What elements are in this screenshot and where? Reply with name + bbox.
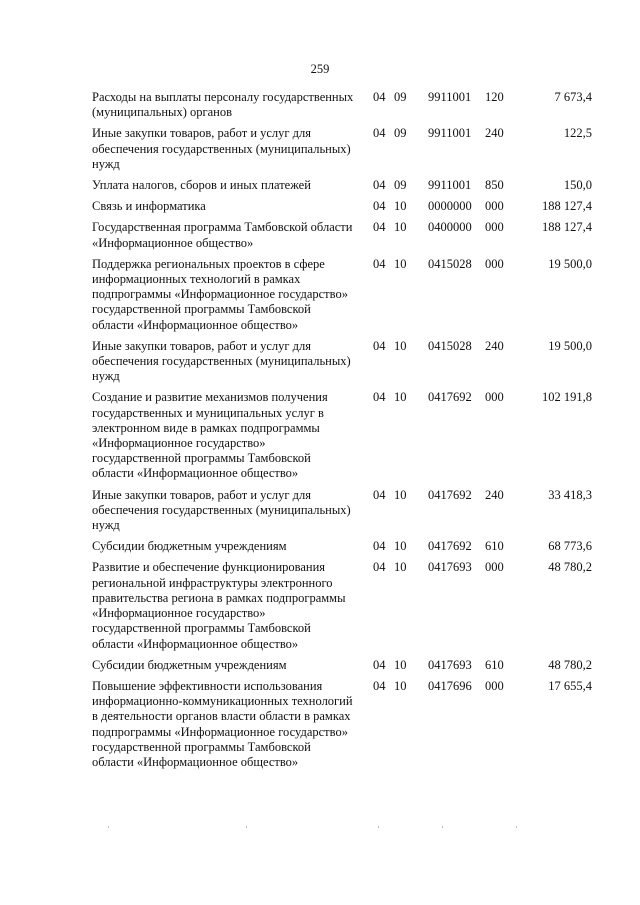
row-target-article-code: 0400000 — [428, 220, 472, 235]
row-name: Иные закупки товаров, работ и услуг для обеспечения государственных (муниципальных) нужд — [92, 338, 351, 384]
row-target-article-code: 0417693 — [428, 657, 472, 672]
row-amount: 68 773,6 — [548, 539, 592, 554]
table-row — [92, 560, 592, 651]
row-expense-type-code: 240 — [485, 487, 504, 502]
row-expense-type-code: 000 — [485, 678, 504, 693]
row-section-code: 04 — [373, 338, 386, 353]
row-subsection-code: 10 — [394, 338, 407, 353]
table-row — [92, 339, 592, 385]
row-subsection-code: 10 — [394, 657, 407, 672]
row-subsection-code: 10 — [394, 678, 407, 693]
row-target-article-code: 9911001 — [428, 126, 472, 141]
row-target-article-code: 9911001 — [428, 90, 472, 104]
row-name: Повышение эффективности использования информационно-коммуникационных технологий в деятельности органов власти области в рамках подпрограммы «Информационное государство» государственной программы Тамбовской области «Информационное общество» — [92, 678, 353, 769]
row-section-code: 04 — [373, 220, 386, 235]
row-expense-type-code: 610 — [485, 657, 504, 672]
row-expense-type-code: 240 — [485, 338, 504, 353]
row-expense-type-code: 000 — [485, 560, 504, 575]
table-row — [92, 658, 592, 673]
row-section-code: 04 — [373, 539, 386, 554]
row-section-code: 04 — [373, 487, 386, 502]
row-amount: 7 673,4 — [554, 90, 592, 104]
row-section-code: 04 — [373, 126, 386, 141]
row-section-code: 04 — [373, 90, 386, 104]
budget-table — [92, 90, 592, 776]
row-section-code: 04 — [373, 199, 386, 214]
row-target-article-code: 0417692 — [428, 487, 472, 502]
footer-tick — [442, 826, 443, 828]
row-name: Государственная программа Тамбовской области «Информационное общество» — [92, 220, 353, 250]
row-section-code: 04 — [373, 678, 386, 693]
row-expense-type-code: 850 — [485, 178, 504, 193]
row-expense-type-code: 000 — [485, 220, 504, 235]
row-amount: 188 127,4 — [542, 220, 592, 235]
row-target-article-code: 0415028 — [428, 256, 472, 271]
row-expense-type-code: 000 — [485, 390, 504, 405]
page-number: 259 — [310, 62, 330, 76]
row-target-article-code: 0417692 — [428, 539, 472, 554]
row-amount: 19 500,0 — [548, 338, 592, 353]
row-amount: 19 500,0 — [548, 256, 592, 271]
row-name: Поддержка региональных проектов в сфере информационных технологий в рамках подпрограммы «Информационное государство» государственной программы Тамбовской области «Информационное общество» — [92, 256, 348, 332]
row-subsection-code: 10 — [394, 220, 407, 235]
row-expense-type-code: 610 — [485, 539, 504, 554]
footer-tick — [246, 826, 247, 828]
row-amount: 33 418,3 — [548, 487, 592, 502]
row-name: Иные закупки товаров, работ и услуг для обеспечения государственных (муниципальных) нужд — [92, 126, 351, 171]
row-subsection-code: 10 — [394, 487, 407, 502]
row-expense-type-code: 000 — [485, 199, 504, 214]
row-section-code: 04 — [373, 256, 386, 271]
row-subsection-code: 10 — [394, 560, 407, 575]
row-subsection-code: 10 — [394, 199, 407, 214]
row-amount: 122,5 — [563, 126, 592, 141]
row-subsection-code: 10 — [394, 256, 407, 271]
row-expense-type-code: 120 — [485, 90, 504, 104]
footer-tick — [378, 826, 379, 828]
row-target-article-code: 0417692 — [428, 390, 472, 405]
table-row — [92, 488, 592, 534]
table-row — [92, 539, 592, 554]
row-target-article-code: 0000000 — [428, 199, 472, 214]
row-target-article-code: 9911001 — [428, 178, 472, 193]
row-name: Субсидии бюджетным учреждениям — [92, 539, 287, 554]
table-row — [92, 257, 592, 333]
table-row — [92, 178, 592, 193]
row-name: Развитие и обеспечение функционирования региональной инфраструктуры электронного правительства региона в рамках подпрограммы «Информационное государство» государственной программы Тамбовской области «Информационное общество» — [92, 560, 346, 651]
table-row — [92, 679, 592, 770]
table-row — [92, 390, 592, 481]
row-name: Субсидии бюджетным учреждениям — [92, 657, 287, 672]
row-subsection-code: 09 — [394, 126, 407, 141]
row-target-article-code: 0417693 — [428, 560, 472, 575]
table-row — [92, 220, 592, 250]
row-amount: 188 127,4 — [542, 199, 592, 214]
footer-ticks — [0, 826, 640, 830]
row-amount: 17 655,4 — [548, 678, 592, 693]
row-subsection-code: 09 — [394, 178, 407, 193]
row-section-code: 04 — [373, 390, 386, 405]
row-name: Уплата налогов, сборов и иных платежей — [92, 178, 311, 193]
row-amount: 48 780,2 — [548, 657, 592, 672]
row-target-article-code: 0415028 — [428, 338, 472, 353]
row-name: Связь и информатика — [92, 199, 206, 214]
row-amount: 102 191,8 — [542, 390, 592, 405]
row-amount: 48 780,2 — [548, 560, 592, 575]
table-row — [92, 126, 592, 172]
row-section-code: 04 — [373, 560, 386, 575]
row-target-article-code: 0417696 — [428, 678, 472, 693]
row-expense-type-code: 000 — [485, 256, 504, 271]
row-subsection-code: 10 — [394, 390, 407, 405]
row-name: Создание и развитие механизмов получения государственных и муниципальных услуг в электронном виде в рамках подпрограммы «Информационное государство» государственной программы Тамбовской области «Информационное общество» — [92, 390, 328, 481]
row-subsection-code: 09 — [394, 90, 407, 104]
row-subsection-code: 10 — [394, 539, 407, 554]
row-expense-type-code: 240 — [485, 126, 504, 141]
row-name: Иные закупки товаров, работ и услуг для обеспечения государственных (муниципальных) нужд — [92, 487, 351, 533]
row-section-code: 04 — [373, 178, 386, 193]
row-amount: 150,0 — [563, 178, 592, 193]
table-row — [92, 90, 592, 120]
table-row — [92, 199, 592, 214]
footer-tick — [108, 826, 109, 828]
footer-tick — [516, 826, 517, 828]
row-name: Расходы на выплаты персоналу государственных (муниципальных) органов — [92, 90, 354, 120]
row-section-code: 04 — [373, 657, 386, 672]
